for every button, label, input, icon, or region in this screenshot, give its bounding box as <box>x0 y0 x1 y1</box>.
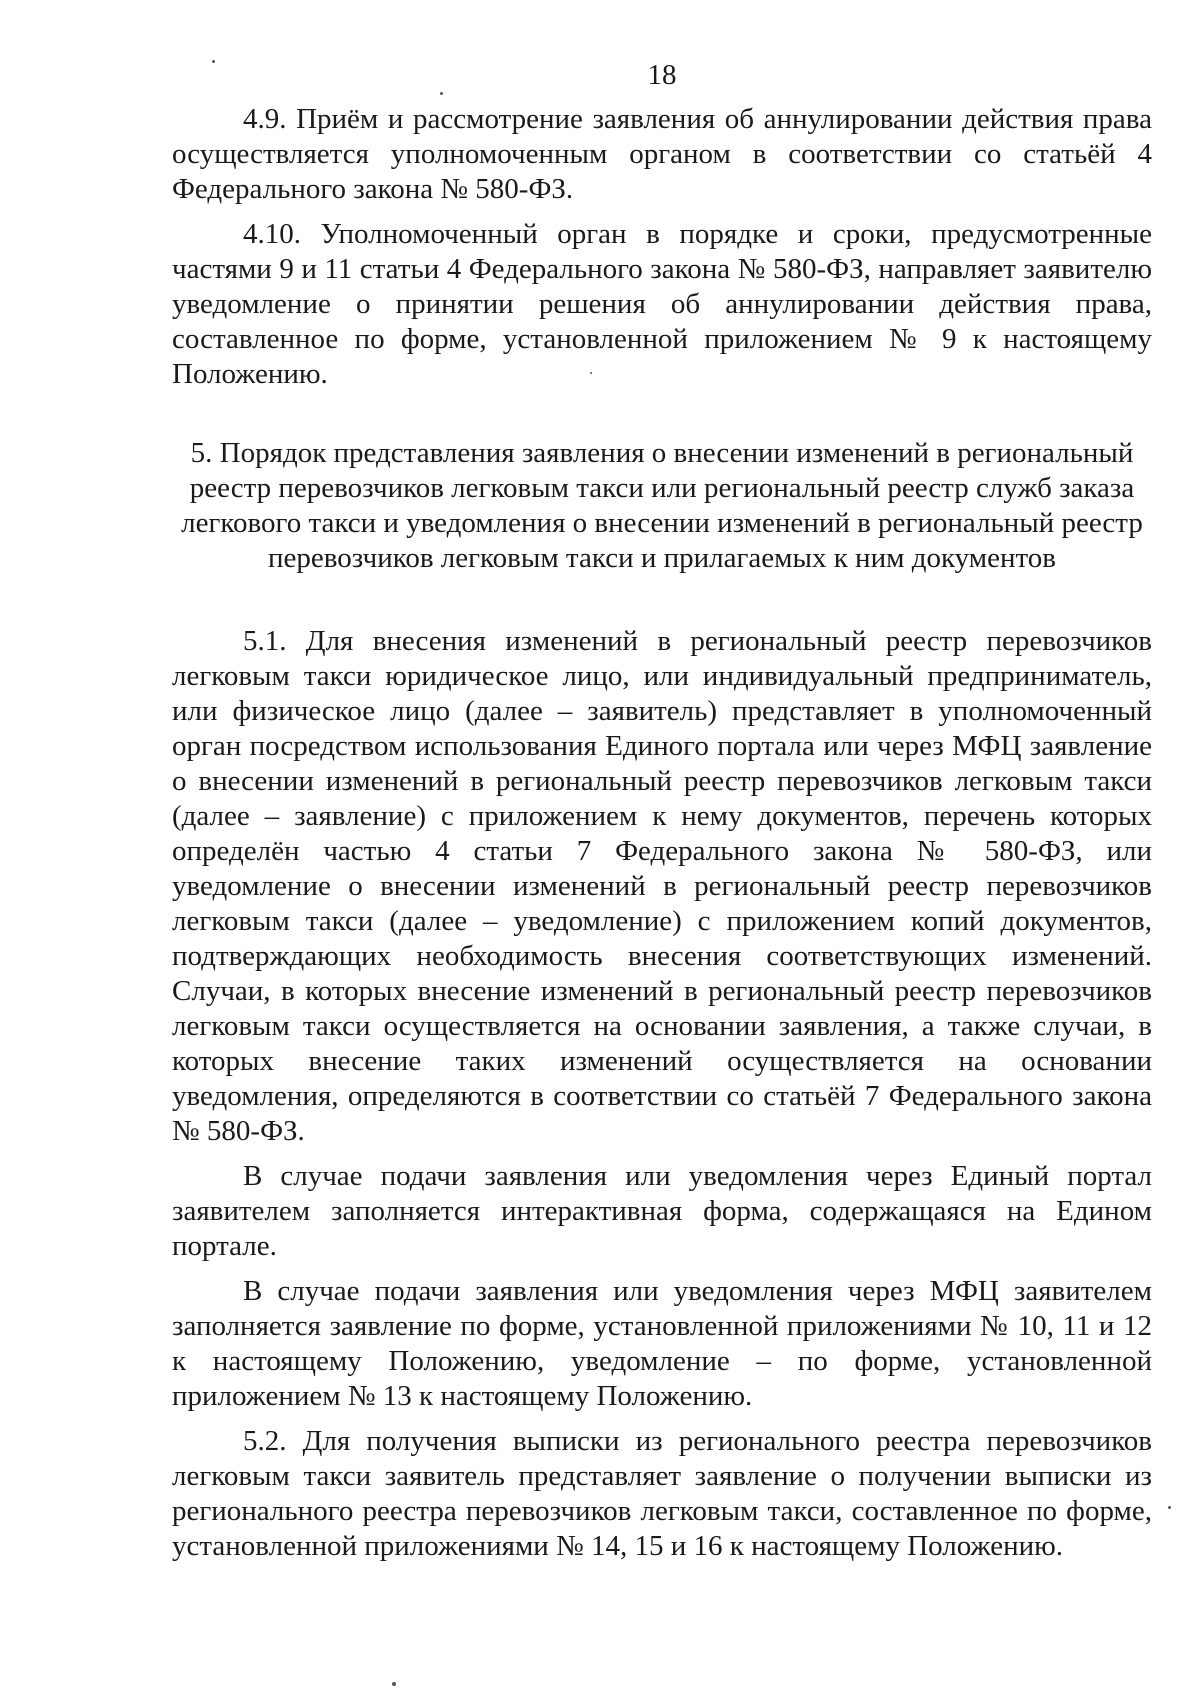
scan-speck <box>1168 1506 1171 1509</box>
paragraph-5-2: 5.2. Для получения выписки из регионального реестра перевозчиков легковым такси заявитель представляет заявление о получении выписки из регионального реестра перевозчиков легковым такси, составленное по форме, установленной приложениями № 14, 15 и 16 к настоящему Положению. <box>172 1425 1152 1562</box>
paragraph-portal: В случае подачи заявления или уведомления через Единый портал заявителем заполняется интерактивная форма, содержащаяся на Едином портале. <box>172 1160 1152 1262</box>
paragraph-4-9: 4.9. Приём и рассмотрение заявления об аннулировании действия права осуществляется уполномоченным органом в соответствии со статьёй 4 Федерального закона № 580-ФЗ. <box>172 103 1152 205</box>
paragraph-5-1: 5.1. Для внесения изменений в региональный реестр перевозчиков легковым такси юридическое лицо, или индивидуальный предприниматель, или физическое лицо (далее – заявитель) представляет в уполномоченный орган посредством использования Единого портала или через МФЦ заявление о внесении изменений в региональный реестр перевозчиков легковым такси (далее – заявление) с приложением к нему документов, перечень которых определён частью 4 статьи 7 Федерального закона № 580-ФЗ, или уведомление о внесении изменений в региональный реестр перевозчиков легковым такси (далее – уведомление) с приложением копий документов, подтверждающих необходимость внесения соответствующих изменений. Случаи, в которых внесение изменений в региональный реестр перевозчиков легковым такси осуществляется на основании заявления, а также случаи, в которых внесение таких изменений осуществляется на основании уведомления, определяются в соответствии со статьёй 7 Федерального закона № 580-ФЗ. <box>172 625 1152 1147</box>
paragraph-mfc: В случае подачи заявления или уведомления через МФЦ заявителем заполняется заявление по форме, установленной приложениями № 10, 11 и 12 к настоящему Положению, уведомление – по форме, установленной приложением № 13 к настоящему Положению. <box>172 1275 1152 1412</box>
document-page <box>172 58 1152 1564</box>
scan-speck <box>392 1682 396 1686</box>
paragraph-4-10: 4.10. Уполномоченный орган в порядке и сроки, предусмотренные частями 9 и 11 статьи 4 Федерального закона № 580-ФЗ, направляет заявителю уведомление о принятии решения об аннулировании действия права, составленное по форме, установленной приложением № 9 к настоящему Положению. <box>172 218 1152 390</box>
page-number: 18 <box>647 59 677 91</box>
section-heading-5: 5. Порядок представления заявления о внесении изменений в региональный реестр перевозчиков легковым такси или региональный реестр служб заказа легкового такси и уведомления о внесении изменений в региональный реестр перевозчиков легковым такси и прилагаемых к ним документов <box>181 437 1143 574</box>
